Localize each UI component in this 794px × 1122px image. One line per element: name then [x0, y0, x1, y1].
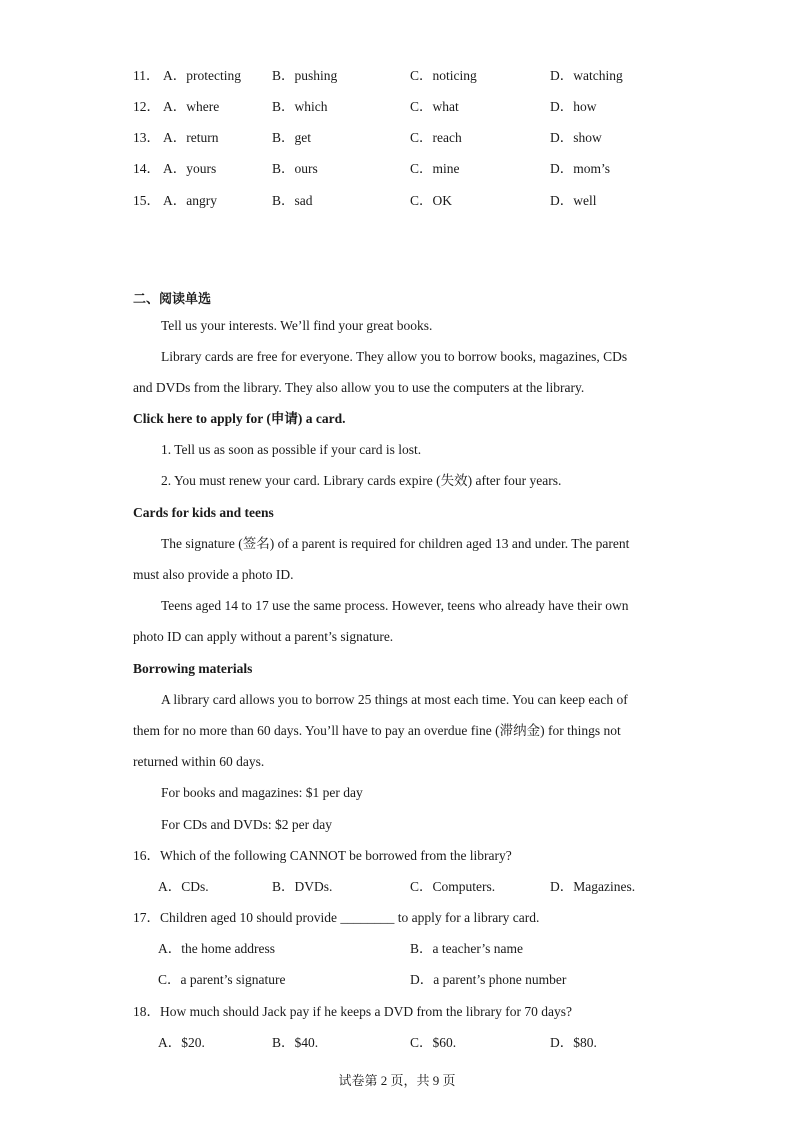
option-a: A．angry [163, 193, 217, 208]
passage-line: The signature (签名) of a parent is required for children aged 13 and under. The parent [161, 536, 630, 551]
option-d: D．Magazines. [550, 879, 636, 894]
question-number: 14． [133, 161, 160, 176]
fine-item: For books and magazines: $1 per day [161, 785, 363, 800]
passage-intro: Tell us your interests. We’ll find your great books. [161, 318, 433, 333]
borrow-heading: Borrowing materials [133, 661, 253, 676]
option-c: C．OK [410, 193, 453, 208]
section-heading: 二、阅读单选 [133, 292, 212, 307]
question-stem: 17．Children aged 10 should provide ________ to apply for a library card. [133, 910, 540, 925]
question-number: 15． [133, 193, 160, 208]
passage-line: and DVDs from the library. They also allow you to use the computers at the library. [133, 380, 585, 395]
passage-line: A library card allows you to borrow 25 things at most each time. You can keep each of [161, 692, 628, 707]
option-a: A．protecting [163, 68, 241, 83]
option-a: A．the home address [158, 941, 275, 956]
question-stem: 16．Which of the following CANNOT be borrowed from the library? [133, 848, 512, 863]
option-c: C．reach [410, 130, 462, 145]
apply-heading: Click here to apply for (申请) a card. [133, 411, 346, 426]
option-d: D．show [550, 130, 602, 145]
option-c: C．noticing [410, 68, 477, 83]
option-b: B．get [272, 130, 311, 145]
option-a: A．yours [163, 161, 217, 176]
rule-item: 2. You must renew your card. Library cards expire (失效) after four years. [161, 473, 562, 488]
option-d: D．mom’s [550, 161, 611, 176]
passage-line: returned within 60 days. [133, 754, 265, 769]
page-footer: 试卷第 2 页，共 9 页 [338, 1073, 456, 1088]
question-number: 13． [133, 130, 160, 145]
option-a: A．CDs. [158, 879, 209, 894]
option-a: A．where [163, 99, 220, 114]
option-c: C．$60. [410, 1035, 457, 1050]
option-c: C．Computers. [410, 879, 496, 894]
option-b: B．a teacher’s name [410, 941, 523, 956]
question-number: 12． [133, 99, 160, 114]
option-b: B．DVDs. [272, 879, 333, 894]
passage-line: them for no more than 60 days. You’ll have to pay an overdue fine (滞纳金) for things not [133, 723, 621, 738]
option-b: B．$40. [272, 1035, 319, 1050]
rule-item: 1. Tell us as soon as possible if your card is lost. [161, 442, 422, 457]
passage-line: photo ID can apply without a parent’s signature. [133, 629, 394, 644]
option-b: B．pushing [272, 68, 338, 83]
option-d: D．watching [550, 68, 623, 83]
option-c: C．mine [410, 161, 460, 176]
option-c: C．a parent’s signature [158, 972, 286, 987]
option-b: B．ours [272, 161, 318, 176]
option-c: C．what [410, 99, 459, 114]
kids-heading: Cards for kids and teens [133, 505, 274, 520]
option-a: A．return [163, 130, 219, 145]
option-d: D．$80. [550, 1035, 597, 1050]
passage-line: must also provide a photo ID. [133, 567, 294, 582]
option-b: B．sad [272, 193, 313, 208]
option-d: D．a parent’s phone number [410, 972, 567, 987]
fine-item: For CDs and DVDs: $2 per day [161, 817, 332, 832]
option-b: B．which [272, 99, 328, 114]
question-number: 11． [133, 68, 160, 83]
passage-line: Teens aged 14 to 17 use the same process. However, teens who already have their own [161, 598, 629, 613]
option-d: D．how [550, 99, 597, 114]
option-a: A．$20. [158, 1035, 205, 1050]
passage-line: Library cards are free for everyone. They allow you to borrow books, magazines, CDs [161, 349, 628, 364]
option-d: D．well [550, 193, 597, 208]
question-stem: 18．How much should Jack pay if he keeps a DVD from the library for 70 days? [133, 1004, 573, 1019]
